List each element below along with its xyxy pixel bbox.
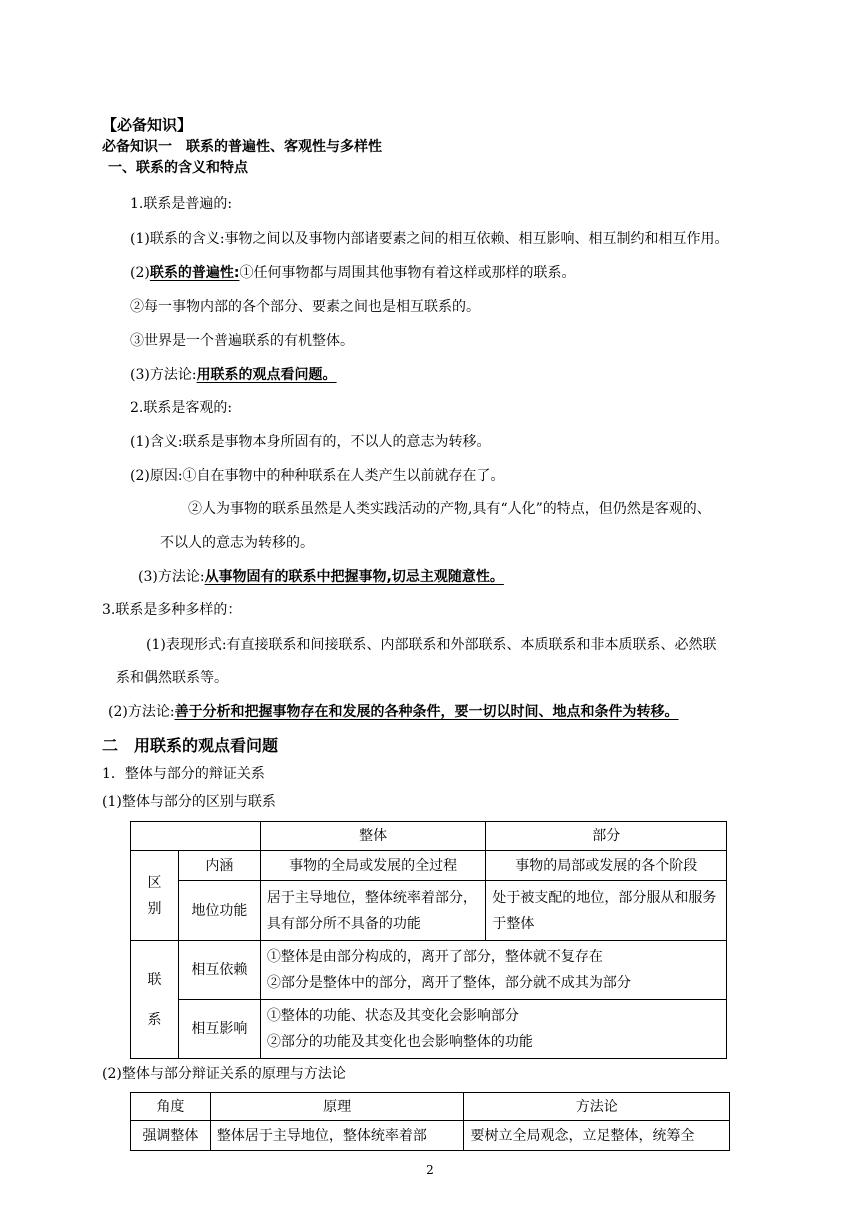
- row-label: 地位功能: [178, 881, 260, 941]
- paragraph: ②人为事物的联系虽然是人类实践活动的产物,具有“人化”的特点，但仍然是客观的、: [188, 501, 711, 517]
- cell-line: ②部分的功能及其变化也会影响整体的功能: [266, 1034, 533, 1050]
- table-cell: 强调整体: [131, 1121, 211, 1151]
- paragraph: 1．整体与部分的辩证关系: [102, 766, 265, 782]
- paragraph: (2)联系的普遍性:①任何事物都与周围其他事物有着这样或那样的联系。: [130, 265, 576, 281]
- table-header: 方法论: [464, 1093, 730, 1121]
- paragraph: (3)方法论:从事物固有的联系中把握事物,切忌主观随意性。: [138, 569, 504, 585]
- row-group-label: 区 别: [131, 851, 179, 941]
- row-label: 相互依赖: [178, 941, 260, 1000]
- table-cell: [260, 1000, 726, 1059]
- table-header: 角度: [131, 1093, 211, 1121]
- table-cell: [260, 941, 726, 1000]
- table-cell: 整体居于主导地位，整体统率着部: [210, 1121, 464, 1151]
- row-label: 内涵: [178, 851, 260, 881]
- table-cell: 事物的局部或发展的各个阶段: [486, 851, 727, 881]
- heading-1: 一、联系的含义和特点: [108, 160, 248, 176]
- emphasis: 善于分析和把握事物存在和发展的各种条件，要一切以时间、地点和条件为转移。: [174, 704, 679, 720]
- table-header-blank: [131, 822, 261, 851]
- table-header: 原理: [210, 1093, 464, 1121]
- paragraph: (1)表现形式:有直接联系和间接联系、内部联系和外部联系、本质联系和非本质联系、必然联: [146, 637, 717, 653]
- table-cell: 事物的全局或发展的全过程: [260, 851, 486, 881]
- paragraph: 不以人的意志为转移的。: [160, 535, 314, 551]
- row-label: 相互影响: [178, 1000, 260, 1059]
- cell-line: ①整体的功能、状态及其变化会影响部分: [266, 1008, 519, 1024]
- whole-part-table: [130, 821, 727, 1059]
- page-number: 2: [426, 1163, 434, 1177]
- paragraph: ②每一事物内部的各个部分、要素之间也是相互联系的。: [130, 299, 480, 315]
- emphasis: 用联系的观点看问题。: [196, 367, 337, 383]
- emphasis: 从事物固有的联系中把握事物,切忌主观随意性。: [204, 569, 504, 585]
- principle-method-table: [130, 1092, 730, 1151]
- paragraph: (2)原因:①自在事物中的种种联系在人类产生以前就存在了。: [130, 468, 505, 484]
- cell-line: ①整体是由部分构成的，离开了部分，整体就不复存在: [266, 949, 603, 965]
- table-cell: 居于主导地位，整体统率着部分，具有部分所不具备的功能: [260, 881, 486, 941]
- row-group-label: 联 系: [131, 941, 179, 1059]
- paragraph: (3)方法论:用联系的观点看问题。: [130, 367, 337, 383]
- table-header: 整体: [260, 822, 486, 851]
- section-title: 【必备知识】: [102, 116, 193, 134]
- paragraph: 1.联系是普遍的:: [130, 196, 233, 212]
- heading-2: 二 用联系的观点看问题: [102, 736, 279, 755]
- table-header: 部分: [486, 822, 727, 851]
- table-cell: 处于被支配的地位，部分服从和服务于整体: [486, 881, 727, 941]
- paragraph: (2)整体与部分辩证关系的原理与方法论: [102, 1066, 346, 1082]
- cell-line: ②部分是整体中的部分，离开了整体，部分就不成其为部分: [266, 975, 631, 991]
- paragraph: (1)联系的含义:事物之间以及事物内部诸要素之间的相互依赖、相互影响、相互制约和相互作用。: [130, 231, 729, 247]
- paragraph: 系和偶然联系等。: [116, 670, 228, 686]
- paragraph: 3.联系是多种多样的：: [102, 602, 242, 618]
- paragraph: (2)方法论:善于分析和把握事物存在和发展的各种条件，要一切以时间、地点和条件为转移。: [108, 704, 679, 720]
- knowledge-1-title: 必备知识一 联系的普遍性、客观性与多样性: [102, 139, 382, 155]
- paragraph: (1)含义:联系是事物本身所固有的，不以人的意志为转移。: [130, 434, 491, 450]
- paragraph: 2.联系是客观的:: [130, 400, 233, 416]
- emphasis: 联系的普遍性:: [149, 265, 240, 281]
- paragraph: ③世界是一个普遍联系的有机整体。: [130, 333, 354, 349]
- table-cell: 要树立全局观念，立足整体，统筹全: [464, 1121, 730, 1151]
- paragraph: (1)整体与部分的区别与联系: [102, 794, 276, 810]
